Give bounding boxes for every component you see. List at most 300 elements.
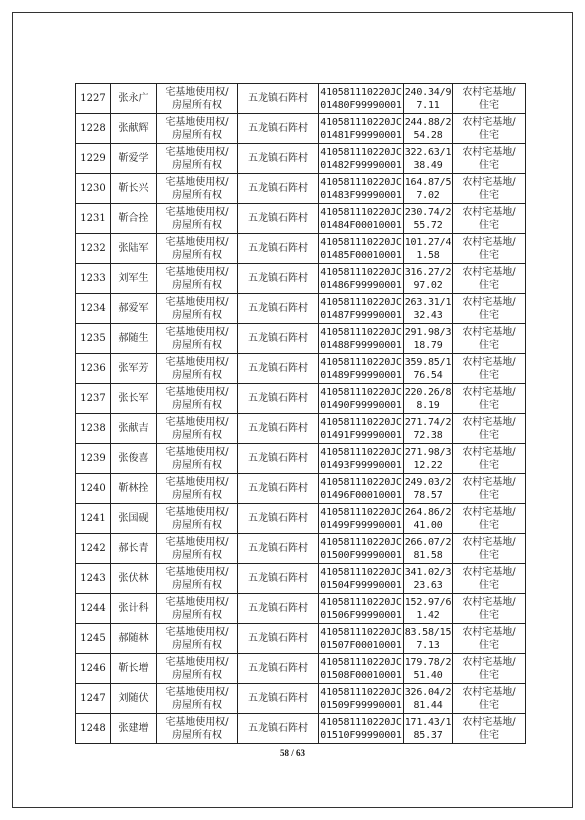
right-type-cell-text: 房屋所有权 <box>172 639 222 651</box>
land-use-cell-text: 住宅 <box>479 219 499 231</box>
location-cell <box>238 444 319 474</box>
right-type-cell-text: 宅基地使用权/ <box>165 356 229 368</box>
row-number-cell-text: 1237 <box>80 393 106 404</box>
unit-code-cell-text: 410581110220JC <box>320 236 402 248</box>
unit-code-cell-text: 410581110220JC <box>320 656 402 668</box>
owner-name-cell-text: 张长军 <box>118 393 149 404</box>
unit-code-cell-text: 01509F99990001 <box>320 699 402 711</box>
land-use-cell-text: 农村宅基地/ <box>462 656 516 668</box>
land-use-cell <box>453 474 526 504</box>
row-number-cell-text: 1243 <box>80 573 106 584</box>
land-use-cell <box>453 444 526 474</box>
area-cell-text: 230.74/2 <box>404 206 452 218</box>
unit-code-cell <box>319 354 404 384</box>
land-use-cell <box>453 264 526 294</box>
property-registry-table <box>75 83 526 744</box>
area-cell-text: 322.63/1 <box>404 146 452 158</box>
area-cell-text: 81.44 <box>413 699 443 711</box>
row-number-cell <box>76 84 111 114</box>
location-cell-text: 五龙镇石阵村 <box>248 303 308 314</box>
land-use-cell-text: 农村宅基地/ <box>462 536 516 548</box>
land-use-cell-text: 农村宅基地/ <box>462 686 516 698</box>
area-cell-text: 244.88/2 <box>404 116 452 128</box>
row-number-cell-text: 1228 <box>80 123 106 134</box>
right-type-cell-text: 宅基地使用权/ <box>165 116 229 128</box>
location-cell <box>238 114 319 144</box>
row-number-cell <box>76 174 111 204</box>
unit-code-cell-text: 01485F00010001 <box>320 249 402 261</box>
table-row <box>76 144 526 174</box>
unit-code-cell-text: 410581110220JC <box>320 86 402 98</box>
owner-name-cell-text: 靳林拴 <box>118 483 149 494</box>
land-use-cell-text: 农村宅基地/ <box>462 356 516 368</box>
unit-code-cell <box>319 564 404 594</box>
area-cell-text: 249.03/2 <box>404 476 452 488</box>
right-type-cell-text: 房屋所有权 <box>172 219 222 231</box>
unit-code-cell-text: 01489F99990001 <box>320 369 402 381</box>
location-cell <box>238 354 319 384</box>
location-cell-text: 五龙镇石阵村 <box>248 573 308 584</box>
right-type-cell <box>157 624 238 654</box>
location-cell-text: 五龙镇石阵村 <box>248 333 308 344</box>
area-cell <box>404 414 453 444</box>
owner-name-cell-text: 刘随伏 <box>118 693 149 704</box>
unit-code-cell-text: 410581110220JC <box>320 296 402 308</box>
land-use-cell-text: 农村宅基地/ <box>462 236 516 248</box>
row-number-cell-text: 1232 <box>80 243 106 254</box>
unit-code-cell-text: 01486F99990001 <box>320 279 402 291</box>
area-cell-text: 266.07/2 <box>404 536 452 548</box>
right-type-cell-text: 宅基地使用权/ <box>165 296 229 308</box>
right-type-cell-text: 宅基地使用权/ <box>165 206 229 218</box>
row-number-cell-text: 1247 <box>80 693 106 704</box>
right-type-cell <box>157 714 238 744</box>
land-use-cell-text: 住宅 <box>479 699 499 711</box>
right-type-cell-text: 宅基地使用权/ <box>165 716 229 728</box>
row-number-cell <box>76 234 111 264</box>
land-use-cell <box>453 414 526 444</box>
area-cell-text: 7.13 <box>416 639 440 651</box>
right-type-cell <box>157 114 238 144</box>
table-row <box>76 414 526 444</box>
table-row <box>76 114 526 144</box>
owner-name-cell-text: 郝随林 <box>118 633 149 644</box>
area-cell-text: 264.86/2 <box>404 506 452 518</box>
unit-code-cell-text: 01496F00010001 <box>320 489 402 501</box>
right-type-cell <box>157 204 238 234</box>
unit-code-cell <box>319 714 404 744</box>
location-cell-text: 五龙镇石阵村 <box>248 183 308 194</box>
unit-code-cell <box>319 414 404 444</box>
owner-name-cell-text: 靳合拴 <box>118 213 149 224</box>
area-cell <box>404 144 453 174</box>
unit-code-cell-text: 410581110220JC <box>320 326 402 338</box>
row-number-cell <box>76 114 111 144</box>
right-type-cell <box>157 324 238 354</box>
land-use-cell-text: 住宅 <box>479 279 499 291</box>
right-type-cell-text: 房屋所有权 <box>172 99 222 111</box>
right-type-cell <box>157 594 238 624</box>
row-number-cell-text: 1244 <box>80 603 106 614</box>
table-row <box>76 564 526 594</box>
right-type-cell-text: 房屋所有权 <box>172 579 222 591</box>
land-use-cell <box>453 84 526 114</box>
land-use-cell-text: 住宅 <box>479 159 499 171</box>
unit-code-cell-text: 01506F99990001 <box>320 609 402 621</box>
unit-code-cell-text: 410581110220JC <box>320 476 402 488</box>
right-type-cell <box>157 234 238 264</box>
area-cell-text: 164.87/5 <box>404 176 452 188</box>
owner-name-cell-text: 张建增 <box>118 723 149 734</box>
unit-code-cell-text: 01500F99990001 <box>320 549 402 561</box>
right-type-cell-text: 房屋所有权 <box>172 459 222 471</box>
table-row <box>76 654 526 684</box>
right-type-cell-text: 房屋所有权 <box>172 519 222 531</box>
location-cell-text: 五龙镇石阵村 <box>248 633 308 644</box>
area-cell <box>404 444 453 474</box>
owner-name-cell <box>111 564 157 594</box>
location-cell <box>238 144 319 174</box>
land-use-cell <box>453 294 526 324</box>
unit-code-cell-text: 01484F00010001 <box>320 219 402 231</box>
row-number-cell-text: 1239 <box>80 453 106 464</box>
unit-code-cell <box>319 624 404 654</box>
right-type-cell-text: 宅基地使用权/ <box>165 686 229 698</box>
row-number-cell-text: 1248 <box>80 723 106 734</box>
table-row <box>76 624 526 654</box>
area-cell-text: 179.78/2 <box>404 656 452 668</box>
land-use-cell-text: 住宅 <box>479 639 499 651</box>
area-cell-text: 23.63 <box>413 579 443 591</box>
location-cell <box>238 174 319 204</box>
owner-name-cell-text: 张俊喜 <box>118 453 149 464</box>
location-cell-text: 五龙镇石阵村 <box>248 693 308 704</box>
area-cell-text: 291.98/3 <box>404 326 452 338</box>
land-use-cell <box>453 204 526 234</box>
area-cell-text: 97.02 <box>413 279 443 291</box>
land-use-cell-text: 住宅 <box>479 339 499 351</box>
unit-code-cell-text: 01488F99990001 <box>320 339 402 351</box>
table-row <box>76 384 526 414</box>
owner-name-cell-text: 刘军生 <box>118 273 149 284</box>
area-cell-text: 83.58/15 <box>404 626 452 638</box>
right-type-cell-text: 宅基地使用权/ <box>165 176 229 188</box>
area-cell <box>404 294 453 324</box>
land-use-cell-text: 住宅 <box>479 129 499 141</box>
area-cell-text: 8.19 <box>416 399 440 411</box>
area-cell-text: 7.02 <box>416 189 440 201</box>
unit-code-cell-text: 01483F99990001 <box>320 189 402 201</box>
area-cell-text: 326.04/2 <box>404 686 452 698</box>
right-type-cell-text: 房屋所有权 <box>172 339 222 351</box>
area-cell-text: 38.49 <box>413 159 443 171</box>
row-number-cell-text: 1230 <box>80 183 106 194</box>
right-type-cell-text: 宅基地使用权/ <box>165 386 229 398</box>
land-use-cell-text: 农村宅基地/ <box>462 326 516 338</box>
owner-name-cell <box>111 324 157 354</box>
unit-code-cell-text: 01481F99990001 <box>320 129 402 141</box>
land-use-cell-text: 农村宅基地/ <box>462 566 516 578</box>
row-number-cell <box>76 204 111 234</box>
area-cell <box>404 234 453 264</box>
location-cell-text: 五龙镇石阵村 <box>248 483 308 494</box>
unit-code-cell-text: 410581110220JC <box>320 566 402 578</box>
area-cell-text: 171.43/1 <box>404 716 452 728</box>
land-use-cell-text: 住宅 <box>479 429 499 441</box>
row-number-cell-text: 1227 <box>80 93 106 104</box>
row-number-cell <box>76 384 111 414</box>
right-type-cell <box>157 414 238 444</box>
table-row <box>76 714 526 744</box>
area-cell <box>404 264 453 294</box>
owner-name-cell-text: 张献吉 <box>118 423 149 434</box>
land-use-cell-text: 住宅 <box>479 459 499 471</box>
owner-name-cell <box>111 534 157 564</box>
owner-name-cell-text: 张国砚 <box>118 513 149 524</box>
area-cell <box>404 354 453 384</box>
owner-name-cell <box>111 714 157 744</box>
location-cell <box>238 534 319 564</box>
table-row <box>76 594 526 624</box>
owner-name-cell-text: 郝爱军 <box>118 303 149 314</box>
area-cell <box>404 684 453 714</box>
area-cell-text: 341.02/3 <box>404 566 452 578</box>
unit-code-cell-text: 01490F99990001 <box>320 399 402 411</box>
table-row <box>76 84 526 114</box>
row-number-cell-text: 1245 <box>80 633 106 644</box>
row-number-cell-text: 1229 <box>80 153 106 164</box>
row-number-cell <box>76 684 111 714</box>
location-cell-text: 五龙镇石阵村 <box>248 663 308 674</box>
location-cell-text: 五龙镇石阵村 <box>248 363 308 374</box>
owner-name-cell-text: 靳长增 <box>118 663 149 674</box>
right-type-cell-text: 房屋所有权 <box>172 279 222 291</box>
area-cell-text: 85.37 <box>413 729 443 741</box>
unit-code-cell-text: 01491F99990001 <box>320 429 402 441</box>
page-number: 58 / 63 <box>279 748 305 758</box>
land-use-cell-text: 农村宅基地/ <box>462 716 516 728</box>
right-type-cell-text: 房屋所有权 <box>172 609 222 621</box>
unit-code-cell-text: 410581110220JC <box>320 176 402 188</box>
land-use-cell <box>453 324 526 354</box>
unit-code-cell-text: 410581110220JC <box>320 686 402 698</box>
owner-name-cell-text: 张献辉 <box>118 123 149 134</box>
owner-name-cell <box>111 504 157 534</box>
row-number-cell <box>76 414 111 444</box>
location-cell-text: 五龙镇石阵村 <box>248 273 308 284</box>
right-type-cell <box>157 354 238 384</box>
location-cell-text: 五龙镇石阵村 <box>248 213 308 224</box>
right-type-cell-text: 房屋所有权 <box>172 159 222 171</box>
location-cell <box>238 384 319 414</box>
location-cell <box>238 684 319 714</box>
table-row <box>76 504 526 534</box>
area-cell <box>404 204 453 234</box>
row-number-cell <box>76 564 111 594</box>
area-cell <box>404 654 453 684</box>
owner-name-cell-text: 靳爱学 <box>118 153 149 164</box>
owner-name-cell <box>111 684 157 714</box>
land-use-cell-text: 住宅 <box>479 309 499 321</box>
row-number-cell-text: 1236 <box>80 363 106 374</box>
table-row <box>76 474 526 504</box>
right-type-cell-text: 宅基地使用权/ <box>165 596 229 608</box>
location-cell <box>238 204 319 234</box>
owner-name-cell-text: 张陆军 <box>118 243 149 254</box>
location-cell-text: 五龙镇石阵村 <box>248 513 308 524</box>
land-use-cell <box>453 714 526 744</box>
area-cell-text: 263.31/1 <box>404 296 452 308</box>
owner-name-cell <box>111 594 157 624</box>
area-cell-text: 72.38 <box>413 429 443 441</box>
unit-code-cell-text: 410581110220JC <box>320 206 402 218</box>
area-cell-text: 271.98/3 <box>404 446 452 458</box>
location-cell-text: 五龙镇石阵村 <box>248 123 308 134</box>
row-number-cell <box>76 654 111 684</box>
unit-code-cell-text: 01508F00010001 <box>320 669 402 681</box>
right-type-cell <box>157 84 238 114</box>
land-use-cell <box>453 174 526 204</box>
area-cell <box>404 84 453 114</box>
area-cell <box>404 114 453 144</box>
location-cell-text: 五龙镇石阵村 <box>248 393 308 404</box>
location-cell-text: 五龙镇石阵村 <box>248 153 308 164</box>
area-cell <box>404 594 453 624</box>
right-type-cell-text: 宅基地使用权/ <box>165 476 229 488</box>
row-number-cell-text: 1241 <box>80 513 106 524</box>
row-number-cell-text: 1242 <box>80 543 106 554</box>
table-row <box>76 444 526 474</box>
location-cell <box>238 654 319 684</box>
land-use-cell-text: 住宅 <box>479 669 499 681</box>
location-cell-text: 五龙镇石阵村 <box>248 543 308 554</box>
owner-name-cell <box>111 114 157 144</box>
row-number-cell <box>76 324 111 354</box>
owner-name-cell-text: 张永广 <box>118 93 149 104</box>
area-cell-text: 54.28 <box>413 129 443 141</box>
table-body <box>76 84 526 744</box>
owner-name-cell-text: 郝随生 <box>118 333 149 344</box>
right-type-cell <box>157 294 238 324</box>
land-use-cell-text: 农村宅基地/ <box>462 506 516 518</box>
area-cell-text: 51.40 <box>413 669 443 681</box>
right-type-cell <box>157 474 238 504</box>
location-cell <box>238 594 319 624</box>
unit-code-cell-text: 01493F99990001 <box>320 459 402 471</box>
row-number-cell <box>76 714 111 744</box>
land-use-cell <box>453 564 526 594</box>
land-use-cell <box>453 234 526 264</box>
unit-code-cell-text: 410581110220JC <box>320 536 402 548</box>
table-row <box>76 234 526 264</box>
row-number-cell-text: 1240 <box>80 483 106 494</box>
right-type-cell-text: 房屋所有权 <box>172 729 222 741</box>
right-type-cell-text: 宅基地使用权/ <box>165 416 229 428</box>
area-cell-text: 240.34/9 <box>404 86 452 98</box>
owner-name-cell-text: 张伏林 <box>118 573 149 584</box>
right-type-cell-text: 房屋所有权 <box>172 429 222 441</box>
location-cell <box>238 504 319 534</box>
right-type-cell <box>157 654 238 684</box>
area-cell-text: 78.57 <box>413 489 443 501</box>
land-use-cell-text: 住宅 <box>479 369 499 381</box>
land-use-cell <box>453 354 526 384</box>
row-number-cell <box>76 474 111 504</box>
owner-name-cell <box>111 294 157 324</box>
owner-name-cell <box>111 624 157 654</box>
unit-code-cell-text: 410581110220JC <box>320 386 402 398</box>
location-cell <box>238 624 319 654</box>
land-use-cell-text: 住宅 <box>479 189 499 201</box>
area-cell <box>404 324 453 354</box>
location-cell-text: 五龙镇石阵村 <box>248 723 308 734</box>
land-use-cell-text: 农村宅基地/ <box>462 596 516 608</box>
right-type-cell-text: 房屋所有权 <box>172 669 222 681</box>
table-row <box>76 354 526 384</box>
unit-code-cell <box>319 204 404 234</box>
unit-code-cell-text: 410581110220JC <box>320 596 402 608</box>
land-use-cell-text: 农村宅基地/ <box>462 116 516 128</box>
table-row <box>76 534 526 564</box>
unit-code-cell-text: 01499F99990001 <box>320 519 402 531</box>
area-cell-text: 316.27/2 <box>404 266 452 278</box>
unit-code-cell <box>319 444 404 474</box>
unit-code-cell-text: 01480F99990001 <box>320 99 402 111</box>
right-type-cell-text: 宅基地使用权/ <box>165 236 229 248</box>
row-number-cell <box>76 294 111 324</box>
land-use-cell <box>453 594 526 624</box>
owner-name-cell-text: 张计科 <box>118 603 149 614</box>
right-type-cell <box>157 564 238 594</box>
row-number-cell-text: 1238 <box>80 423 106 434</box>
unit-code-cell <box>319 324 404 354</box>
unit-code-cell <box>319 264 404 294</box>
owner-name-cell <box>111 144 157 174</box>
row-number-cell-text: 1233 <box>80 273 106 284</box>
right-type-cell-text: 宅基地使用权/ <box>165 146 229 158</box>
land-use-cell <box>453 384 526 414</box>
right-type-cell-text: 宅基地使用权/ <box>165 86 229 98</box>
table-row <box>76 204 526 234</box>
land-use-cell <box>453 654 526 684</box>
unit-code-cell <box>319 294 404 324</box>
right-type-cell-text: 宅基地使用权/ <box>165 506 229 518</box>
owner-name-cell-text: 郝长青 <box>118 543 149 554</box>
location-cell <box>238 474 319 504</box>
land-use-cell <box>453 684 526 714</box>
owner-name-cell <box>111 354 157 384</box>
right-type-cell <box>157 444 238 474</box>
row-number-cell-text: 1234 <box>80 303 106 314</box>
unit-code-cell-text: 410581110220JC <box>320 146 402 158</box>
right-type-cell <box>157 384 238 414</box>
area-cell-text: 359.85/1 <box>404 356 452 368</box>
unit-code-cell <box>319 384 404 414</box>
area-cell <box>404 384 453 414</box>
area-cell-text: 32.43 <box>413 309 443 321</box>
row-number-cell-text: 1246 <box>80 663 106 674</box>
right-type-cell <box>157 144 238 174</box>
unit-code-cell <box>319 654 404 684</box>
land-use-cell-text: 住宅 <box>479 609 499 621</box>
row-number-cell <box>76 144 111 174</box>
unit-code-cell-text: 410581110220JC <box>320 116 402 128</box>
table-row <box>76 264 526 294</box>
owner-name-cell <box>111 84 157 114</box>
unit-code-cell-text: 01507F00010001 <box>320 639 402 651</box>
right-type-cell-text: 房屋所有权 <box>172 309 222 321</box>
row-number-cell-text: 1231 <box>80 213 106 224</box>
